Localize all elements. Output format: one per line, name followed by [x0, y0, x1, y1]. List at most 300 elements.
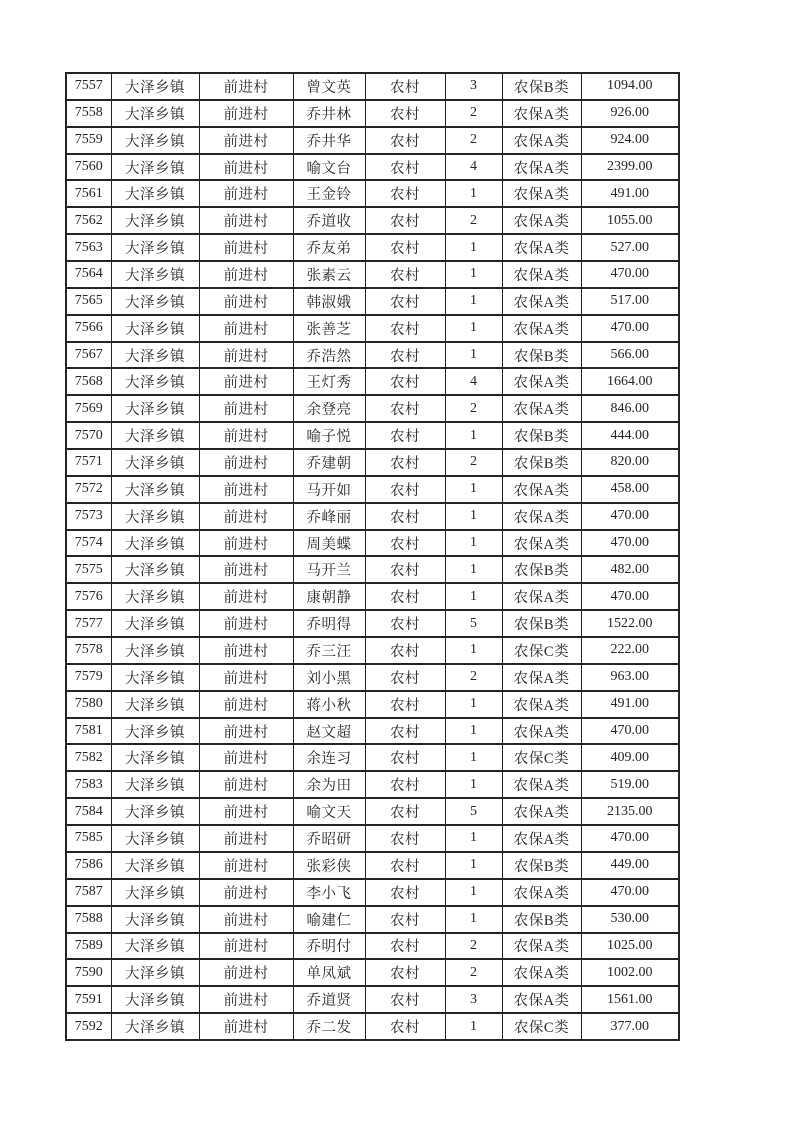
- cell-person-count: 3: [445, 986, 502, 1013]
- cell-insurance-category: 农保A类: [502, 261, 581, 288]
- cell-residence-type: 农村: [365, 288, 445, 315]
- cell-insurance-category: 农保A类: [502, 933, 581, 960]
- cell-insurance-category: 农保B类: [502, 422, 581, 449]
- table-row: [66, 1013, 679, 1040]
- cell-residence-type: 农村: [365, 718, 445, 745]
- cell-amount: 2135.00: [581, 798, 679, 825]
- cell-name: 乔峰丽: [293, 503, 365, 530]
- cell-insurance-category: 农保A类: [502, 664, 581, 691]
- cell-insurance-category: 农保C类: [502, 637, 581, 664]
- cell-village: 前进村: [199, 476, 293, 503]
- cell-name: 乔二发: [293, 1013, 365, 1040]
- cell-row-id: 7559: [66, 127, 111, 154]
- cell-town: 大泽乡镇: [111, 288, 199, 315]
- cell-row-id: 7578: [66, 637, 111, 664]
- cell-amount: 924.00: [581, 127, 679, 154]
- table-row: [66, 879, 679, 906]
- cell-town: 大泽乡镇: [111, 180, 199, 207]
- cell-village: 前进村: [199, 288, 293, 315]
- cell-row-id: 7573: [66, 503, 111, 530]
- cell-town: 大泽乡镇: [111, 583, 199, 610]
- cell-residence-type: 农村: [365, 906, 445, 933]
- cell-amount: 458.00: [581, 476, 679, 503]
- cell-name: 乔三汪: [293, 637, 365, 664]
- cell-row-id: 7582: [66, 744, 111, 771]
- cell-insurance-category: 农保A类: [502, 503, 581, 530]
- cell-person-count: 1: [445, 852, 502, 879]
- cell-name: 王金铃: [293, 180, 365, 207]
- table-row: [66, 261, 679, 288]
- cell-village: 前进村: [199, 342, 293, 369]
- cell-town: 大泽乡镇: [111, 127, 199, 154]
- table-row: [66, 556, 679, 583]
- table-row: [66, 771, 679, 798]
- cell-amount: 530.00: [581, 906, 679, 933]
- cell-town: 大泽乡镇: [111, 503, 199, 530]
- cell-name: 赵文超: [293, 718, 365, 745]
- cell-insurance-category: 农保A类: [502, 395, 581, 422]
- table-row: [66, 234, 679, 261]
- cell-town: 大泽乡镇: [111, 825, 199, 852]
- cell-person-count: 2: [445, 100, 502, 127]
- table-row: [66, 342, 679, 369]
- table-row: [66, 288, 679, 315]
- cell-name: 喻子悦: [293, 422, 365, 449]
- cell-village: 前进村: [199, 959, 293, 986]
- cell-row-id: 7591: [66, 986, 111, 1013]
- cell-insurance-category: 农保A类: [502, 771, 581, 798]
- cell-insurance-category: 农保A类: [502, 691, 581, 718]
- cell-person-count: 2: [445, 664, 502, 691]
- table-row: [66, 664, 679, 691]
- cell-village: 前进村: [199, 73, 293, 100]
- cell-person-count: 1: [445, 530, 502, 557]
- table-row: [66, 852, 679, 879]
- cell-person-count: 1: [445, 879, 502, 906]
- cell-person-count: 1: [445, 771, 502, 798]
- cell-town: 大泽乡镇: [111, 73, 199, 100]
- table-row: [66, 503, 679, 530]
- cell-village: 前进村: [199, 825, 293, 852]
- table-row: [66, 127, 679, 154]
- cell-amount: 527.00: [581, 234, 679, 261]
- cell-village: 前进村: [199, 744, 293, 771]
- cell-town: 大泽乡镇: [111, 852, 199, 879]
- cell-residence-type: 农村: [365, 986, 445, 1013]
- cell-village: 前进村: [199, 986, 293, 1013]
- cell-row-id: 7589: [66, 933, 111, 960]
- cell-insurance-category: 农保B类: [502, 449, 581, 476]
- cell-person-count: 2: [445, 933, 502, 960]
- cell-name: 马开如: [293, 476, 365, 503]
- cell-name: 乔友弟: [293, 234, 365, 261]
- cell-amount: 470.00: [581, 503, 679, 530]
- cell-name: 韩淑娥: [293, 288, 365, 315]
- cell-town: 大泽乡镇: [111, 207, 199, 234]
- table-row: [66, 100, 679, 127]
- cell-row-id: 7558: [66, 100, 111, 127]
- cell-person-count: 3: [445, 73, 502, 100]
- cell-name: 张善芝: [293, 315, 365, 342]
- cell-residence-type: 农村: [365, 1013, 445, 1040]
- cell-insurance-category: 农保A类: [502, 959, 581, 986]
- cell-name: 乔明得: [293, 610, 365, 637]
- cell-residence-type: 农村: [365, 449, 445, 476]
- cell-amount: 846.00: [581, 395, 679, 422]
- cell-village: 前进村: [199, 879, 293, 906]
- cell-insurance-category: 农保A类: [502, 986, 581, 1013]
- table-row: [66, 207, 679, 234]
- cell-name: 喻文台: [293, 154, 365, 181]
- cell-name: 喻建仁: [293, 906, 365, 933]
- cell-town: 大泽乡镇: [111, 798, 199, 825]
- cell-village: 前进村: [199, 530, 293, 557]
- cell-person-count: 1: [445, 234, 502, 261]
- cell-town: 大泽乡镇: [111, 1013, 199, 1040]
- cell-residence-type: 农村: [365, 342, 445, 369]
- cell-residence-type: 农村: [365, 315, 445, 342]
- cell-row-id: 7576: [66, 583, 111, 610]
- cell-name: 余连习: [293, 744, 365, 771]
- cell-row-id: 7568: [66, 368, 111, 395]
- cell-residence-type: 农村: [365, 610, 445, 637]
- table-row: [66, 637, 679, 664]
- cell-row-id: 7587: [66, 879, 111, 906]
- cell-amount: 470.00: [581, 261, 679, 288]
- table-row: [66, 691, 679, 718]
- cell-residence-type: 农村: [365, 825, 445, 852]
- table-row: [66, 906, 679, 933]
- table-row: [66, 449, 679, 476]
- cell-row-id: 7592: [66, 1013, 111, 1040]
- cell-name: 蒋小秋: [293, 691, 365, 718]
- cell-residence-type: 农村: [365, 691, 445, 718]
- cell-row-id: 7574: [66, 530, 111, 557]
- cell-amount: 222.00: [581, 637, 679, 664]
- cell-insurance-category: 农保A类: [502, 288, 581, 315]
- cell-town: 大泽乡镇: [111, 933, 199, 960]
- cell-amount: 470.00: [581, 879, 679, 906]
- cell-row-id: 7569: [66, 395, 111, 422]
- cell-name: 余登亮: [293, 395, 365, 422]
- cell-row-id: 7561: [66, 180, 111, 207]
- cell-name: 乔井华: [293, 127, 365, 154]
- cell-town: 大泽乡镇: [111, 556, 199, 583]
- table-row: [66, 986, 679, 1013]
- cell-village: 前进村: [199, 1013, 293, 1040]
- cell-residence-type: 农村: [365, 234, 445, 261]
- cell-amount: 1025.00: [581, 933, 679, 960]
- cell-village: 前进村: [199, 718, 293, 745]
- cell-town: 大泽乡镇: [111, 691, 199, 718]
- cell-insurance-category: 农保B类: [502, 906, 581, 933]
- table-row: [66, 530, 679, 557]
- cell-amount: 1055.00: [581, 207, 679, 234]
- cell-row-id: 7585: [66, 825, 111, 852]
- cell-row-id: 7560: [66, 154, 111, 181]
- cell-person-count: 4: [445, 368, 502, 395]
- cell-residence-type: 农村: [365, 852, 445, 879]
- table-row: [66, 583, 679, 610]
- cell-town: 大泽乡镇: [111, 906, 199, 933]
- cell-amount: 482.00: [581, 556, 679, 583]
- cell-row-id: 7575: [66, 556, 111, 583]
- cell-residence-type: 农村: [365, 530, 445, 557]
- table-row: [66, 180, 679, 207]
- cell-residence-type: 农村: [365, 933, 445, 960]
- cell-name: 王灯秀: [293, 368, 365, 395]
- cell-insurance-category: 农保A类: [502, 879, 581, 906]
- cell-name: 乔井林: [293, 100, 365, 127]
- cell-person-count: 2: [445, 395, 502, 422]
- cell-residence-type: 农村: [365, 422, 445, 449]
- cell-amount: 470.00: [581, 583, 679, 610]
- cell-insurance-category: 农保B类: [502, 342, 581, 369]
- cell-insurance-category: 农保A类: [502, 583, 581, 610]
- cell-insurance-category: 农保A类: [502, 180, 581, 207]
- cell-row-id: 7580: [66, 691, 111, 718]
- cell-town: 大泽乡镇: [111, 530, 199, 557]
- cell-insurance-category: 农保B类: [502, 556, 581, 583]
- cell-row-id: 7564: [66, 261, 111, 288]
- cell-residence-type: 农村: [365, 261, 445, 288]
- cell-row-id: 7588: [66, 906, 111, 933]
- cell-village: 前进村: [199, 583, 293, 610]
- cell-town: 大泽乡镇: [111, 959, 199, 986]
- cell-name: 乔道收: [293, 207, 365, 234]
- cell-row-id: 7571: [66, 449, 111, 476]
- cell-amount: 519.00: [581, 771, 679, 798]
- cell-insurance-category: 农保A类: [502, 718, 581, 745]
- table-row: [66, 476, 679, 503]
- cell-village: 前进村: [199, 234, 293, 261]
- cell-person-count: 1: [445, 556, 502, 583]
- cell-row-id: 7570: [66, 422, 111, 449]
- cell-name: 刘小黑: [293, 664, 365, 691]
- cell-insurance-category: 农保A类: [502, 798, 581, 825]
- cell-row-id: 7584: [66, 798, 111, 825]
- cell-person-count: 1: [445, 476, 502, 503]
- cell-town: 大泽乡镇: [111, 234, 199, 261]
- cell-person-count: 2: [445, 127, 502, 154]
- cell-village: 前进村: [199, 449, 293, 476]
- cell-insurance-category: 农保A类: [502, 368, 581, 395]
- cell-person-count: 5: [445, 798, 502, 825]
- cell-amount: 517.00: [581, 288, 679, 315]
- cell-town: 大泽乡镇: [111, 449, 199, 476]
- cell-town: 大泽乡镇: [111, 637, 199, 664]
- cell-village: 前进村: [199, 261, 293, 288]
- cell-name: 李小飞: [293, 879, 365, 906]
- cell-name: 张彩侠: [293, 852, 365, 879]
- cell-insurance-category: 农保A类: [502, 207, 581, 234]
- cell-amount: 491.00: [581, 180, 679, 207]
- cell-person-count: 5: [445, 610, 502, 637]
- cell-village: 前进村: [199, 207, 293, 234]
- cell-person-count: 1: [445, 1013, 502, 1040]
- cell-residence-type: 农村: [365, 798, 445, 825]
- cell-person-count: 1: [445, 583, 502, 610]
- cell-row-id: 7565: [66, 288, 111, 315]
- cell-residence-type: 农村: [365, 959, 445, 986]
- cell-row-id: 7590: [66, 959, 111, 986]
- cell-town: 大泽乡镇: [111, 342, 199, 369]
- cell-town: 大泽乡镇: [111, 422, 199, 449]
- cell-village: 前进村: [199, 852, 293, 879]
- cell-insurance-category: 农保B类: [502, 852, 581, 879]
- cell-amount: 963.00: [581, 664, 679, 691]
- cell-insurance-category: 农保C类: [502, 1013, 581, 1040]
- cell-residence-type: 农村: [365, 583, 445, 610]
- table-row: [66, 959, 679, 986]
- cell-name: 乔道贤: [293, 986, 365, 1013]
- cell-residence-type: 农村: [365, 100, 445, 127]
- cell-row-id: 7557: [66, 73, 111, 100]
- table-row: [66, 422, 679, 449]
- cell-insurance-category: 农保A类: [502, 234, 581, 261]
- cell-insurance-category: 农保A类: [502, 127, 581, 154]
- cell-village: 前进村: [199, 637, 293, 664]
- cell-person-count: 1: [445, 315, 502, 342]
- cell-town: 大泽乡镇: [111, 315, 199, 342]
- cell-insurance-category: 农保B类: [502, 610, 581, 637]
- cell-village: 前进村: [199, 395, 293, 422]
- cell-name: 喻文天: [293, 798, 365, 825]
- cell-person-count: 1: [445, 718, 502, 745]
- cell-residence-type: 农村: [365, 73, 445, 100]
- table-row: [66, 73, 679, 100]
- cell-insurance-category: 农保C类: [502, 744, 581, 771]
- cell-town: 大泽乡镇: [111, 476, 199, 503]
- cell-row-id: 7581: [66, 718, 111, 745]
- table-row: [66, 744, 679, 771]
- cell-amount: 470.00: [581, 530, 679, 557]
- table-row: [66, 610, 679, 637]
- cell-village: 前进村: [199, 154, 293, 181]
- cell-amount: 491.00: [581, 691, 679, 718]
- cell-residence-type: 农村: [365, 476, 445, 503]
- cell-residence-type: 农村: [365, 503, 445, 530]
- cell-insurance-category: 农保A类: [502, 100, 581, 127]
- table-row: [66, 798, 679, 825]
- cell-person-count: 1: [445, 691, 502, 718]
- cell-residence-type: 农村: [365, 744, 445, 771]
- cell-town: 大泽乡镇: [111, 100, 199, 127]
- cell-name: 余为田: [293, 771, 365, 798]
- roster-table-body: [66, 73, 679, 1040]
- cell-insurance-category: 农保A类: [502, 315, 581, 342]
- cell-village: 前进村: [199, 691, 293, 718]
- cell-amount: 566.00: [581, 342, 679, 369]
- cell-town: 大泽乡镇: [111, 986, 199, 1013]
- cell-insurance-category: 农保A类: [502, 825, 581, 852]
- cell-village: 前进村: [199, 368, 293, 395]
- cell-village: 前进村: [199, 664, 293, 691]
- cell-row-id: 7583: [66, 771, 111, 798]
- cell-village: 前进村: [199, 906, 293, 933]
- cell-village: 前进村: [199, 315, 293, 342]
- cell-amount: 1522.00: [581, 610, 679, 637]
- table-row: [66, 718, 679, 745]
- cell-town: 大泽乡镇: [111, 718, 199, 745]
- cell-amount: 377.00: [581, 1013, 679, 1040]
- cell-row-id: 7562: [66, 207, 111, 234]
- cell-village: 前进村: [199, 503, 293, 530]
- cell-residence-type: 农村: [365, 207, 445, 234]
- cell-person-count: 1: [445, 825, 502, 852]
- cell-amount: 470.00: [581, 315, 679, 342]
- cell-town: 大泽乡镇: [111, 610, 199, 637]
- cell-village: 前进村: [199, 422, 293, 449]
- cell-amount: 2399.00: [581, 154, 679, 181]
- cell-town: 大泽乡镇: [111, 664, 199, 691]
- cell-village: 前进村: [199, 798, 293, 825]
- cell-town: 大泽乡镇: [111, 395, 199, 422]
- table-row: [66, 368, 679, 395]
- table-row: [66, 933, 679, 960]
- cell-town: 大泽乡镇: [111, 368, 199, 395]
- cell-person-count: 1: [445, 342, 502, 369]
- cell-name: 曾文英: [293, 73, 365, 100]
- cell-row-id: 7579: [66, 664, 111, 691]
- cell-town: 大泽乡镇: [111, 261, 199, 288]
- cell-residence-type: 农村: [365, 771, 445, 798]
- cell-village: 前进村: [199, 933, 293, 960]
- cell-residence-type: 农村: [365, 154, 445, 181]
- cell-residence-type: 农村: [365, 368, 445, 395]
- cell-row-id: 7566: [66, 315, 111, 342]
- cell-row-id: 7577: [66, 610, 111, 637]
- table-row: [66, 825, 679, 852]
- cell-amount: 1002.00: [581, 959, 679, 986]
- cell-amount: 1094.00: [581, 73, 679, 100]
- cell-person-count: 1: [445, 503, 502, 530]
- cell-village: 前进村: [199, 180, 293, 207]
- cell-person-count: 1: [445, 261, 502, 288]
- cell-row-id: 7567: [66, 342, 111, 369]
- cell-person-count: 1: [445, 180, 502, 207]
- cell-name: 乔浩然: [293, 342, 365, 369]
- cell-amount: 1664.00: [581, 368, 679, 395]
- cell-residence-type: 农村: [365, 127, 445, 154]
- cell-name: 乔昭研: [293, 825, 365, 852]
- cell-name: 乔建朝: [293, 449, 365, 476]
- cell-village: 前进村: [199, 556, 293, 583]
- cell-amount: 820.00: [581, 449, 679, 476]
- table-row: [66, 154, 679, 181]
- cell-amount: 449.00: [581, 852, 679, 879]
- cell-village: 前进村: [199, 100, 293, 127]
- cell-person-count: 2: [445, 207, 502, 234]
- cell-residence-type: 农村: [365, 556, 445, 583]
- cell-name: 张素云: [293, 261, 365, 288]
- cell-row-id: 7563: [66, 234, 111, 261]
- cell-name: 马开兰: [293, 556, 365, 583]
- cell-person-count: 1: [445, 744, 502, 771]
- cell-residence-type: 农村: [365, 879, 445, 906]
- cell-name: 周美蝶: [293, 530, 365, 557]
- cell-village: 前进村: [199, 771, 293, 798]
- cell-person-count: 1: [445, 288, 502, 315]
- cell-name: 单凤斌: [293, 959, 365, 986]
- roster-table: [65, 72, 680, 1041]
- table-row: [66, 315, 679, 342]
- cell-town: 大泽乡镇: [111, 744, 199, 771]
- cell-person-count: 2: [445, 449, 502, 476]
- cell-name: 康朝静: [293, 583, 365, 610]
- cell-insurance-category: 农保B类: [502, 73, 581, 100]
- cell-row-id: 7586: [66, 852, 111, 879]
